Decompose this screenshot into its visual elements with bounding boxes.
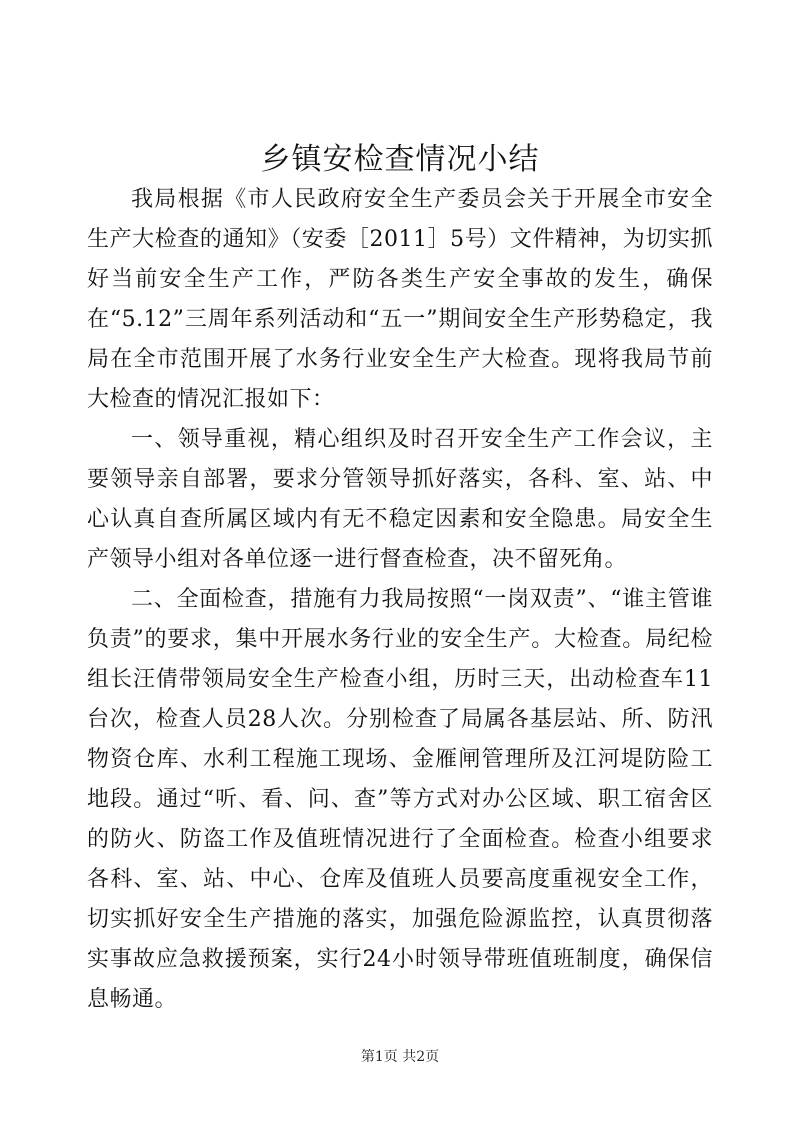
paragraph-section-one: 一、领导重视，精心组织及时召开安全生产工作会议，主要领导亲自部署，要求分管领导抓好落实，各科、室、站、中心认真自查所属区域内有无不稳定因素和安全隐患。局安全生产领导小组对各单位逐一进行督查检查，决不留死角。: [87, 427, 713, 572]
page-footer: 第1页 共2页: [360, 1049, 440, 1065]
document-body: [87, 180, 713, 1020]
paragraph-section-two: 二、全面检查，措施有力我局按照“一岗双责”、“谁主管谁负责”的要求，集中开展水务行业的安全生产。大检查。局纪检组长汪倩带领局安全生产检查小组，历时三天，出动检查车11台次，检查人员28人次。分别检查了局属各基层站、所、防汛物资仓库、水利工程施工现场、金雁闸管理所及江河堤防险工地段。通过“听、看、问、查”等方式对办公区域、职工宿舍区的防火、防盗工作及值班情况进行了全面检查。检查小组要求各科、室、站、中心、仓库及值班人员要高度重视安全工作，切实抓好安全生产措施的落实，加强危险源监控，认真贯彻落实事故应急救援预案，实行24小时领导带班值班制度，确保信息畅通。: [87, 587, 713, 1012]
document-title: 乡镇安检查情况小结: [260, 142, 540, 177]
paragraph-intro: 我局根据《市人民政府安全生产委员会关于开展全市安全生产大检查的通知》（安委［2011］5号）文件精神，为切实抓好当前安全生产工作，严防各类生产安全事故的发生，确保在“5.12”三周年系列活动和“五一”期间安全生产形势稳定，我局在全市范围开展了水务行业安全生产大检查。现将我局节前大检查的情况汇报如下：: [87, 187, 713, 412]
